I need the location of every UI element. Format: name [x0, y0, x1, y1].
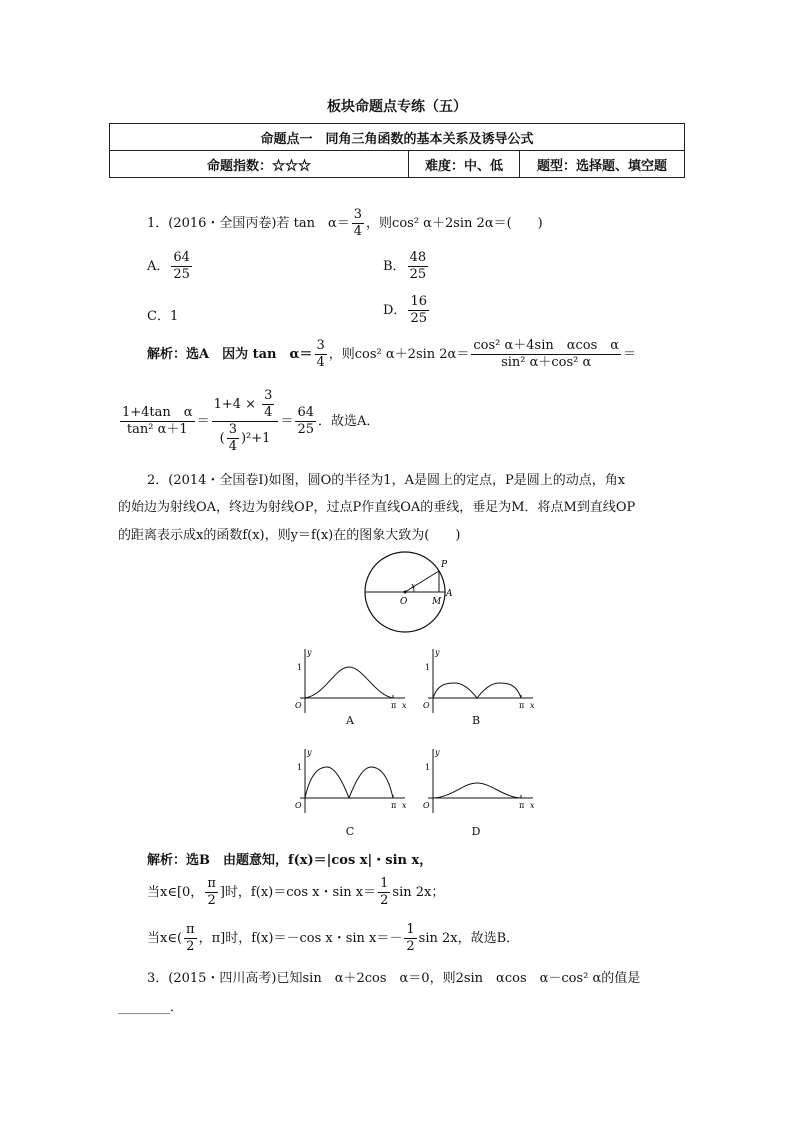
x-label: x — [530, 701, 535, 710]
one-label: 1 — [297, 663, 303, 672]
graph-c — [290, 745, 410, 815]
circle-diagram — [360, 550, 470, 635]
header-table — [109, 123, 685, 178]
y-label: y — [307, 748, 312, 757]
index-cell: 命题指数：☆☆☆ — [110, 151, 409, 178]
q1-stem: 1．(2016・全国丙卷)若 tan α＝ $\frac{3}{4}$ ，则cos² α＋2sin 2α＝( ) — [147, 207, 543, 239]
topic-cell: 命题点一 同角三角函数的基本关系及诱导公式 — [110, 124, 685, 151]
caption-c: C — [345, 825, 355, 838]
y-label: y — [307, 648, 312, 657]
page-title: 板块命题点专练（五） — [327, 99, 467, 115]
label-p: P — [441, 560, 448, 570]
x-label: x — [530, 801, 535, 810]
label-o: O — [400, 597, 408, 607]
sol1-line1: 解析：选A 因为 tan α＝ $\frac{3}{4}$ ，则cos² α＋2sin 2α＝ $\frac{\text{cos² α＋4sin αcos α}}{\text{sin² α＋cos² α}}$ ＝ — [147, 338, 637, 370]
curve — [433, 683, 521, 698]
label-x: x — [411, 582, 415, 590]
curve — [305, 667, 393, 698]
x-label: x — [402, 701, 407, 710]
difficulty-cell: 难度：中、低 — [409, 151, 520, 178]
origin-label: O — [295, 701, 302, 710]
q2-line3: 的距离表示成x的函数f(x)，则y＝f(x)在的图象大致为( ) — [118, 528, 461, 543]
pi-label: π — [391, 801, 397, 810]
q3-answer-blank: ________． — [118, 1000, 184, 1015]
one-label: 1 — [425, 763, 431, 772]
caption-a: A — [346, 714, 354, 727]
origin-label: O — [423, 801, 430, 810]
pi-label: π — [391, 701, 397, 710]
label-m: M — [432, 597, 442, 607]
q1-option-b: B． $\frac{48}{25}$ — [383, 250, 427, 282]
fraction: $\frac{3}{4}$ — [353, 207, 363, 239]
caption-d: D — [471, 825, 481, 838]
pi-label: π — [519, 801, 525, 810]
one-label: 1 — [425, 663, 431, 672]
y-label: y — [435, 748, 440, 757]
graph-b — [418, 645, 538, 715]
origin-label: O — [423, 701, 430, 710]
graph-d — [418, 745, 538, 815]
label-a: A — [446, 589, 453, 599]
caption-b: B — [471, 714, 481, 727]
sol2-line3: 当x∈( $\frac{\pi}{2}$ ，π]时，f(x)＝－cos x・sin x＝－ $\frac{1}{2}$ sin 2x，故选B． — [147, 922, 520, 954]
qtype-cell: 题型：选择题、填空题 — [520, 151, 685, 178]
curve — [305, 767, 393, 798]
graph-a — [290, 645, 410, 715]
y-label: y — [435, 648, 440, 657]
q2-line2: 的始边为射线OA，终边为射线OP，过点P作直线OA的垂线，垂足为M．将点M到直线OP — [118, 500, 636, 515]
q3-line1: 3．(2015・四川高考)已知sin α＋2cos α＝0，则2sin αcos α－cos² α的值是 — [147, 971, 641, 986]
sol2-line1: 解析：选B 由题意知，f(x)＝|cos x|・sin x， — [147, 853, 433, 868]
sol2-line2: 当x∈[0， $\frac{\pi}{2}$ ]时，f(x)＝cos x・sin x＝ $\frac{1}{2}$ sin 2x； — [147, 876, 445, 908]
center-point — [404, 591, 407, 594]
x-label: x — [402, 801, 407, 810]
sol1-line2: $\frac{\text{1+4tan α}}{\text{tan² α＋1}}$ ＝ 1+4 × $\frac{3}{4}$ ( $\frac{3}{4}$ )²+1 ＝ $\frac{64}{25}$ ．故选A． — [122, 388, 380, 454]
origin-label: O — [295, 801, 302, 810]
q1-option-c: C．1 — [147, 309, 179, 324]
pi-label: π — [519, 701, 525, 710]
curve — [433, 783, 521, 798]
q1-option-a: A． $\frac{64}{25}$ — [147, 250, 190, 282]
one-label: 1 — [297, 763, 303, 772]
q2-line1: 2．(2014・全国卷Ⅰ)如图，圆O的半径为1，A是圆上的定点，P是圆上的动点，角x — [147, 473, 626, 488]
q1-option-d: D． $\frac{16}{25}$ — [383, 294, 427, 326]
